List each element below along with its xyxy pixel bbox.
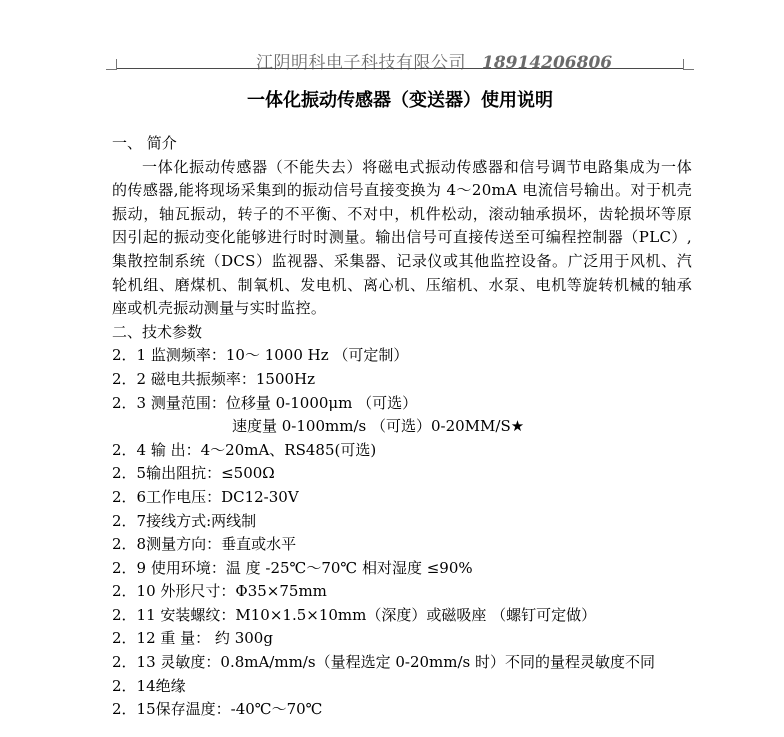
margin-corner-marker-right <box>683 59 694 70</box>
header-rule <box>117 68 683 69</box>
param-line: 2．12 重 量： 约 300g <box>112 629 273 648</box>
param-line: 2．11 安装螺纹：M10×1.5×10mm（深度）或磁吸座 （螺钉可定做） <box>112 605 597 624</box>
param-line: 2．4 输 出：4～20mA、RS485(可选) <box>112 440 377 459</box>
param-line: 2．1 监测频率：10～ 1000 Hz （可定制） <box>112 346 409 365</box>
param-line-continuation: 速度量 0-100mm/s （可选）0-20MM/S★ <box>232 417 525 436</box>
param-line: 2．3 测量范围：位移量 0-1000μm （可选） <box>112 393 418 412</box>
param-line: 2．15保存温度：-40℃～70℃ <box>112 700 323 719</box>
header-company: 江阴明科电子科技有限公司 <box>256 53 466 73</box>
document-title: 一体化振动传感器（变送器）使用说明 <box>247 90 553 111</box>
document-body <box>112 132 692 722</box>
param-line: 2．5输出阻抗：≤500Ω <box>112 464 275 483</box>
margin-corner-marker-left <box>106 59 117 70</box>
param-line: 2．6工作电压：DC12-30V <box>112 487 299 506</box>
param-line: 2．13 灵敏度：0.8mA/mm/s（量程选定 0-20mm/s 时）不同的量程灵敏度不同 <box>112 653 655 672</box>
param-line: 2．8测量方向：垂直或水平 <box>112 535 297 554</box>
param-line: 2．2 磁电共振频率：1500Hz <box>112 369 316 388</box>
section-heading-params: 二、技术参数 <box>112 322 203 341</box>
section-heading-intro: 一、 简介 <box>112 134 177 152</box>
param-line: 2．9 使用环境：温 度 -25℃～70℃ 相对湿度 ≤90% <box>112 558 473 577</box>
param-line: 2．7接线方式:两线制 <box>112 511 257 530</box>
param-line: 2．14绝缘 <box>112 676 186 695</box>
param-line: 2．10 外形尺寸：Φ35×75mm <box>112 582 327 601</box>
page-header <box>256 48 612 73</box>
header-phone: 18914206806 <box>482 53 613 73</box>
intro-paragraph: 一体化振动传感器（不能失去）将磁电式振动传感器和信号调节电路集成为一体的传感器,能将现场采集到的振动信号直接变换为 4～20mA 电流信号输出。对于机壳振动，轴瓦振动，转子的不平衡、不对中，机件松动，滚动轴承损坏，齿轮损坏等原因引起的振动变化能够进行时时测量。输出信号可直接传送至可编程控制器（PLC）,集散控制系统（DCS）监视器、采集器、记录仪或其他监控设备。广泛用于风机、汽轮机组、磨煤机、制氧机、发电机、离心机、压缩机、水泵、电机等旋转机械的轴承座或机壳振动测量与实时监控。 <box>112 157 692 318</box>
